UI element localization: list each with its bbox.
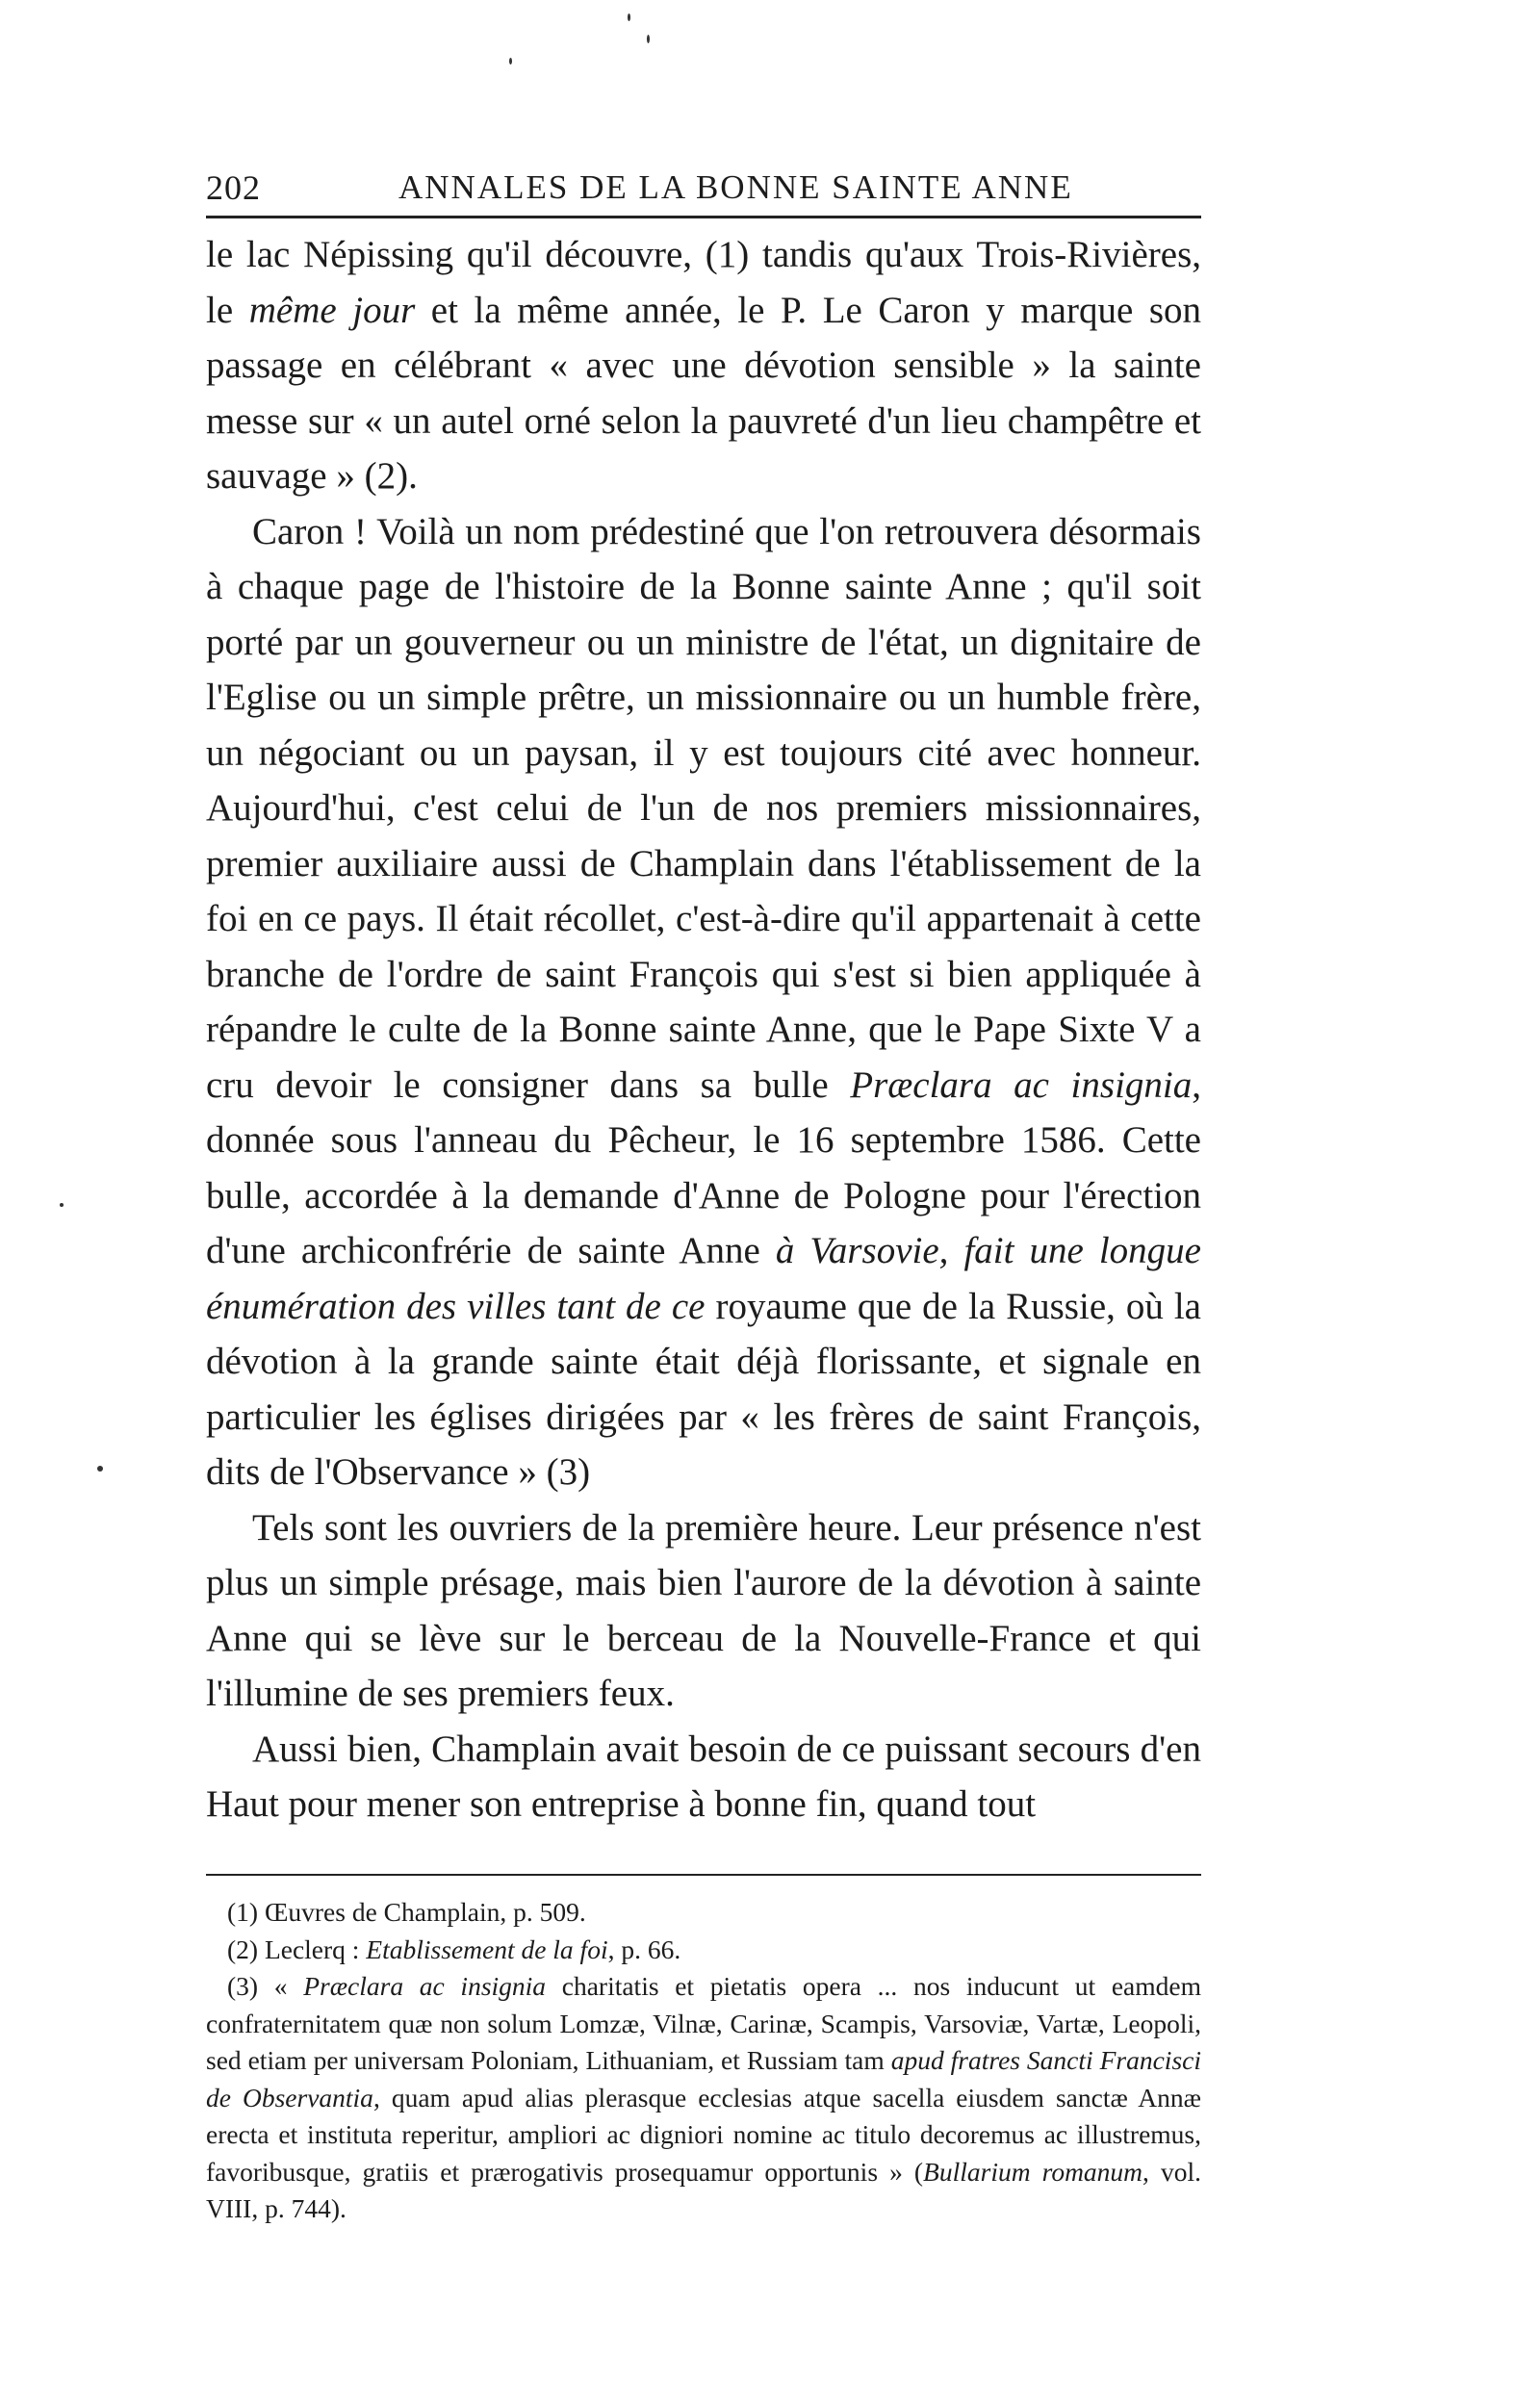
header-rule xyxy=(206,216,1201,218)
paragraph-2-italic-bull: Præclara ac insignia xyxy=(850,1063,1193,1106)
paragraph-2-text-c: , donnée sous l'anneau du Pêcheur, le 16 septembre 1586. Cette bulle, accordée à la demande d'Anne de Pologne pour l'érection d'une archiconfrérie de sainte Anne xyxy=(206,1063,1201,1271)
paragraph-3: Tels sont les ouvriers de la première heure. Leur présence n'est plus un simple présage, mais bien l'aurore de la dévotion à sainte Anne qui se lève sur le berceau de la Nouvelle-France et qui l'illumine de ses premiers feux. xyxy=(206,1506,1201,1714)
footnote-3 xyxy=(206,1968,1201,2228)
scan-speck xyxy=(628,13,630,21)
footnote-3-text-a: (3) « xyxy=(227,1971,304,2001)
scan-speck xyxy=(60,1203,64,1207)
footnote-1: (1) Œuvres de Champlain, p. 509. xyxy=(227,1897,586,1927)
paragraph-2-text-a: Caron ! Voilà un nom prédestiné que l'on retrouvera désormais à chaque page de l'histoire de la Bonne sainte Anne ; qu'il soit porté par un gouverneur ou un ministre de l'état, un dignitaire de l'Eglise ou un simple prêtre, un missionnaire ou un humble frère, un négociant ou un paysan, il y est toujours cité avec honneur. Aujourd'hui, c'est celui de l'un de nos premiers missionnaires, premier auxiliaire aussi de Champlain dans l'établissement de la foi en ce pays. Il était récollet, c'est-à-dire qu'il appartenait à cette branche de l'ordre de saint François qui s'est si bien appliquée à répandre le culte de la Bonne sainte Anne, que le Pape Sixte V a cru devoir le consigner dans sa bulle xyxy=(206,510,1201,1106)
footnote-2-text-c: , p. 66. xyxy=(607,1933,681,1964)
page-number: 202 xyxy=(206,168,261,207)
paragraph-1 xyxy=(206,227,1201,504)
paragraph-2 xyxy=(206,504,1201,1500)
paragraph-4: Aussi bien, Champlain avait besoin de ce puissant secours d'en Haut pour mener son entreprise à bonne fin, quand tout xyxy=(206,1728,1201,1825)
footnote-2 xyxy=(206,1932,1201,1969)
scan-speck xyxy=(509,58,512,64)
running-title: ANNALES DE LA BONNE SAINTE ANNE xyxy=(398,168,1073,206)
footnote-3-text-c: charitatis et pietatis opera ... nos inducunt ut eamdem confraternitatem quæ non solum Lomzæ, Vilnæ, Carinæ, Scampis, Varsoviæ, Vartæ, Leopoli, sed etiam per universam Poloniam, Lithuaniam, et Russiam tam xyxy=(206,1971,1201,2075)
footnote-3-italic-bullarium: Bullarium romanum xyxy=(923,2156,1143,2187)
footnote-3-text-g: , vol. VIII, p. 744). xyxy=(206,2156,1201,2223)
paragraph-2-text-e: royaume que de la Russie, où la dévotion à la grande sainte était déjà florissante, et signale en particulier les églises dirigées par « les frères de saint François, dits de l'Observance » (3) xyxy=(206,1285,1201,1493)
footnote-3-italic-title: Præclara ac insignia xyxy=(303,1971,547,2001)
footnote-rule xyxy=(206,1874,1201,1876)
footnote-2-text-a: (2) Leclerq : xyxy=(227,1933,367,1964)
paragraph-1-italic: même jour xyxy=(248,289,416,331)
footnotes xyxy=(206,1894,1201,2228)
paragraph-1-text-a: le lac Népissing qu'il découvre, (1) tandis qu'aux Trois-Rivières, le xyxy=(206,234,1201,331)
scan-speck xyxy=(647,35,650,43)
paragraph-1-text-c: et la même année, le P. Le Caron y marque son passage en célébrant « avec une dévotion sensible » la sainte messe sur « un autel orné selon la pauvreté d'un lieu champêtre et sauvage » (2). xyxy=(206,289,1201,497)
scan-speck xyxy=(97,1466,103,1472)
footnote-3-italic-fratres: apud fratres Sancti Francisci de Observantia xyxy=(206,2045,1201,2113)
footnote-3-text-e: , quam apud alias plerasque ecclesias atque sacella eiusdem sanctæ Annæ erecta et instituta reperitur, ampliori ac digniori nomine ac titulo decoremus ac illustremus, favoribusque, gratiis et prærogativis prosequamur opportunis » ( xyxy=(206,2082,1202,2187)
footnote-2-italic: Etablissement de la foi xyxy=(366,1933,608,1964)
paragraph-2-italic-varsovie: à Varsovie, fait une longue énumération des villes tant de ce xyxy=(206,1230,1201,1327)
body-text xyxy=(206,227,1201,1832)
running-head xyxy=(206,164,1197,212)
